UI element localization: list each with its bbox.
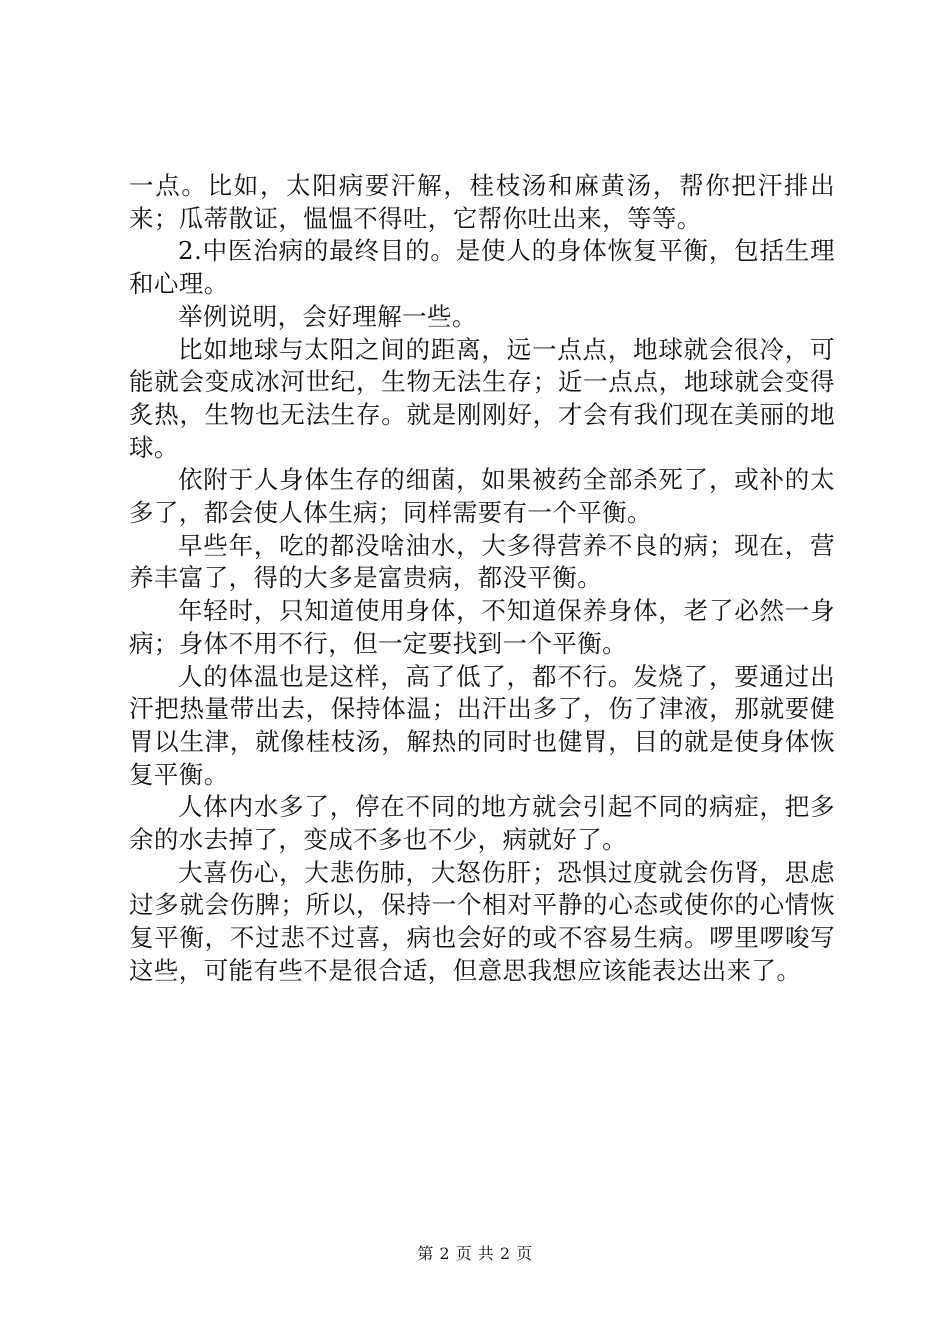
- paragraph-bacteria: 依附于人身体生存的细菌，如果被药全部杀死了，或补的太多了，都会使人体生病；同样需要有一个平衡。: [129, 465, 835, 528]
- paragraph-body-temperature: 人的体温也是这样，高了低了，都不行。发烧了，要通过出汗把热量带出去，保持体温；出汗出多了，伤了津液，那就要健胃以生津，就像桂枝汤，解热的同时也健胃，目的就是使身体恢复平衡。: [129, 661, 835, 789]
- paragraph-continuation: 一点。比如，太阳病要汗解，桂枝汤和麻黄汤，帮你把汗排出来；瓜蒂散证，愠愠不得吐，它帮你吐出来，等等。: [129, 171, 835, 233]
- paragraph-body-water: 人体内水多了，停在不同的地方就会引起不同的病症，把多余的水去掉了，变成不多也不少，病就好了。: [129, 792, 835, 855]
- paragraph-earth-sun: 比如地球与太阳之间的距离，远一点点，地球就会很冷，可能就会变成冰河世纪，生物无法生存；近一点点，地球就会变得炙热，生物也无法生存。就是刚刚好，才会有我们现在美丽的地球。: [129, 334, 835, 462]
- page-number-footer: 第 2 页 共 2 页: [417, 1244, 533, 1263]
- paragraph-emotions: 大喜伤心，大悲伤肺，大怒伤肝；恐惧过度就会伤肾，思虑过多就会伤脾；所以，保持一个相对平静的心态或使你的心情恢复平衡，不过悲不过喜，病也会好的或不容易生病。啰里啰唆写这些，可能有些不是很合适，但意思我想应该能表达出来了。: [129, 857, 835, 985]
- paragraph-example-intro: 举例说明，会好理解一些。: [178, 301, 477, 331]
- paragraph-treatment-goal: 2.中医治病的最终目的。是使人的身体恢复平衡，包括生理和心理。: [129, 236, 835, 299]
- document-body: [129, 170, 835, 988]
- paragraph-nutrition: 早些年，吃的都没啥油水，大多得营养不良的病；现在，营养丰富了，得的大多是富贵病，都没平衡。: [129, 530, 835, 593]
- paragraph-youth: 年轻时，只知道使用身体，不知道保养身体，老了必然一身病；身体不用不行，但一定要找到一个平衡。: [129, 596, 835, 658]
